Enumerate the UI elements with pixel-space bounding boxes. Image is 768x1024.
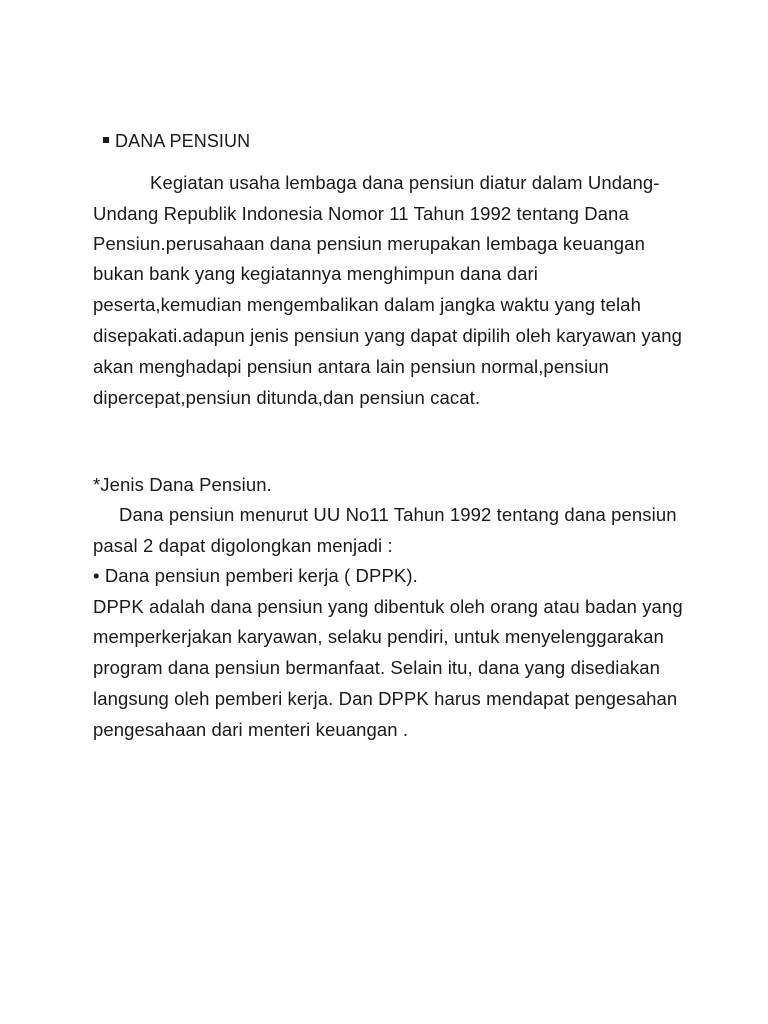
section-heading (103, 128, 250, 154)
paragraph-line: Dana pensiun menurut UU No11 Tahun 1992 tentang dana pensiun (119, 504, 677, 525)
paragraph-line: Kegiatan usaha lembaga dana pensiun diatur dalam Undang- (150, 172, 660, 193)
bullet-item: • Dana pensiun pemberi kerja ( DPPK). (93, 565, 418, 586)
paragraph-line: pengesahaan dari menteri keuangan . (93, 719, 409, 740)
paragraph-line: langsung oleh pemberi kerja. Dan DPPK harus mendapat pengesahan (93, 688, 678, 709)
paragraph-line: DPPK adalah dana pensiun yang dibentuk oleh orang atau badan yang (93, 596, 683, 617)
paragraph-line: bukan bank yang kegiatannya menghimpun dana dari (93, 263, 539, 284)
paragraph-line: Pensiun.perusahaan dana pensiun merupakan lembaga keuangan (93, 233, 645, 254)
heading-text: DANA PENSIUN (115, 131, 251, 151)
paragraph-line: akan menghadapi pensiun antara lain pensiun normal,pensiun (93, 356, 609, 377)
square-bullet-icon (103, 137, 109, 143)
paragraph-line: disepakati.adapun jenis pensiun yang dapat dipilih oleh karyawan yang (93, 325, 683, 346)
paragraph-line: pasal 2 dapat digolongkan menjadi : (93, 535, 393, 556)
paragraph-line: peserta,kemudian mengembalikan dalam jangka waktu yang telah (93, 294, 641, 315)
paragraph-line: dipercepat,pensiun ditunda,dan pensiun cacat. (93, 387, 481, 408)
paragraph-line: memperkerjakan karyawan, selaku pendiri, untuk menyelenggarakan (93, 626, 664, 647)
paragraph-line: program dana pensiun bermanfaat. Selain itu, dana yang disediakan (93, 657, 661, 678)
paragraph-line: Undang Republik Indonesia Nomor 11 Tahun 1992 tentang Dana (93, 203, 629, 224)
subheading-line: *Jenis Dana Pensiun. (93, 474, 272, 495)
